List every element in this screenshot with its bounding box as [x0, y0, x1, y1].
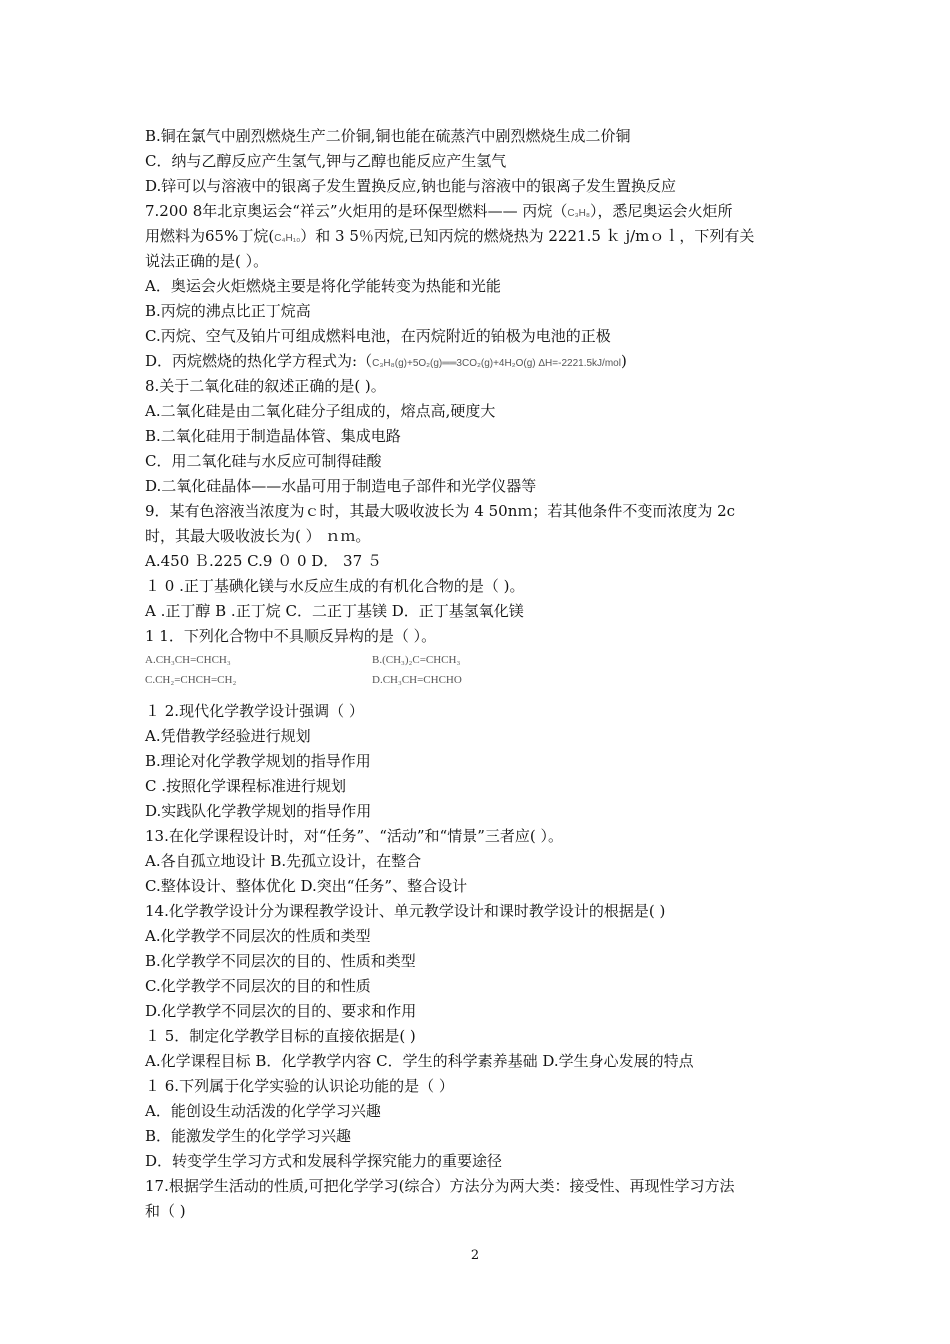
option-8a: A.二氧化硅是由二氧化硅分子组成的，熔点高,硬度大 — [145, 402, 496, 420]
question-15: １ 5．制定化学教学目标的直接依据是( ) — [145, 1027, 416, 1045]
question-7-line-1 — [145, 201, 815, 224]
question-13: 13.在化学课程设计时，对“任务”、“活动”和“情景”三者应( ）。 — [145, 827, 563, 845]
option-7a: A．奥运会火炬燃烧主要是将化学能转变为热能和光能 — [145, 277, 501, 295]
options-10: A .正丁醇 B .正丁烷 C．二正丁基镁 D．正丁基氢氧化镁 — [145, 602, 524, 620]
option-6d: D.锌可以与溶液中的银离子发生置换反应,钠也能与溶液中的银离子发生置换反应 — [145, 177, 677, 195]
question-7-text-b: ），悉尼奥运会火炬所 — [590, 202, 733, 220]
option-16b: B．能激发学生的化学学习兴趣 — [145, 1127, 352, 1145]
option-8c: C．用二氧化硅与水反应可制得硅酸 — [145, 452, 382, 470]
option-7d — [145, 351, 815, 374]
question-16: １ 6.下列属于化学实验的认识论功能的是（ ） — [145, 1077, 454, 1095]
thermochemical-equation: C₃H₈(g)+5O₂(g)══3CO₂(g)+4H₂O(g) ΔH=-2221.5kJ/mol — [372, 358, 621, 369]
page-number: 2 — [470, 1248, 480, 1263]
option-6c: C．纳与乙醇反应产生氢气,钾与乙醇也能反应产生氢气 — [145, 152, 507, 170]
option-16a: A．能创设生动活泼的化学学习兴趣 — [145, 1102, 381, 1120]
question-7-text-a: 7.200 8年北京奥运会“祥云”火炬用的是环保型燃料—— 丙烷（ — [145, 202, 568, 220]
question-14: 14.化学教学设计分为课程教学设计、单元教学设计和课时教学设计的根据是( ) — [145, 902, 666, 920]
option-7b: B.丙烷的沸点比正丁烷高 — [145, 302, 311, 320]
option-8b: B.二氧化硅用于制造晶体管、集成电路 — [145, 427, 401, 445]
option-14a: A.化学教学不同层次的性质和类型 — [145, 927, 371, 945]
options-9: A.450 Ｂ.225 C.9 ０ 0 D． 37 ５ — [145, 552, 382, 570]
question-7-line-3: 说法正确的是( ）。 — [145, 252, 269, 270]
question-17-line-1: 17.根据学生活动的性质,可把化学学习(综合）方法分为两大类：接受性、再现性学习方法 — [145, 1177, 735, 1195]
option-11c: C.CH₂=CHCH=CH₂ — [145, 674, 237, 686]
options-13ab: A.各自孤立地设计 B.先孤立设计，在整合 — [145, 852, 422, 870]
option-16d: D．转变学生学习方式和发展科学探究能力的重要途径 — [145, 1152, 503, 1170]
options-13cd: C.整体设计、整体优化 D.突出“任务”、整合设计 — [145, 877, 468, 895]
question-7-text-c: 用燃料为65%丁烷( — [145, 227, 275, 245]
question-9-line-2: 时，其最大吸收波长为( ） ｎｍ。 — [145, 527, 371, 545]
option-7c: C.丙烷、空气及铂片可组成燃料电池，在丙烷附近的铂极为电池的正极 — [145, 327, 611, 345]
question-8: 8.关于二氧化硅的叙述正确的是( )。 — [145, 377, 386, 395]
question-11: 1 1．下列化合物中不具顺反异构的是（ ）。 — [145, 627, 437, 645]
question-7-line-2 — [145, 226, 815, 249]
option-12d: D.实践队化学教学规划的指导作用 — [145, 802, 372, 820]
option-8d: D.二氧化硅晶体——水晶可用于制造电子部件和光学仪器等 — [145, 477, 537, 495]
option-11b: B.(CH₃)₂C=CHCH₃ — [372, 654, 461, 666]
option-14b: B.化学教学不同层次的目的、性质和类型 — [145, 952, 416, 970]
question-17-line-2: 和（ ) — [145, 1202, 186, 1220]
propane-formula: C₃H₈ — [567, 208, 591, 219]
option-12b: B.理论对化学教学规划的指导作用 — [145, 752, 371, 770]
question-7-text-d: ）和 3 5％丙烷,已知丙烷的燃烧热为 2221.5 ｋ j/mｏｌ，下列有关 — [300, 227, 755, 245]
option-6b: B.铜在氯气中剧烈燃烧生产二价铜,铜也能在硫蒸汽中剧烈燃烧生成二价铜 — [145, 127, 631, 145]
option-7d-close: ) — [620, 352, 627, 370]
option-14d: D.化学教学不同层次的目的、要求和作用 — [145, 1002, 417, 1020]
option-7d-text: D．丙烷燃烧的热化学方程式为:（ — [145, 352, 373, 370]
question-10: １ 0 .正丁基碘化镁与水反应生成的有机化合物的是（ )。 — [145, 577, 525, 595]
option-11d: D.CH₃CH=CHCHO — [372, 674, 462, 686]
option-12a: A.凭借教学经验进行规划 — [145, 727, 311, 745]
option-11a: A.CH₃CH=CHCH₃ — [145, 654, 231, 666]
options-15: A.化学课程目标 B．化学教学内容 C．学生的科学素养基础 D.学生身心发展的特点 — [145, 1052, 694, 1070]
option-14c: C.化学教学不同层次的目的和性质 — [145, 977, 371, 995]
question-9-line-1: 9．某有色溶液当浓度为ｃ时，其最大吸收波长为 4 50nｍ；若其他条件不变而浓度为 2c — [145, 502, 736, 520]
option-12c: C .按照化学课程标准进行规划 — [145, 777, 347, 795]
question-12: １ 2.现代化学教学设计强调（ ） — [145, 702, 364, 720]
butane-formula: C₄H₁₀ — [274, 233, 301, 244]
